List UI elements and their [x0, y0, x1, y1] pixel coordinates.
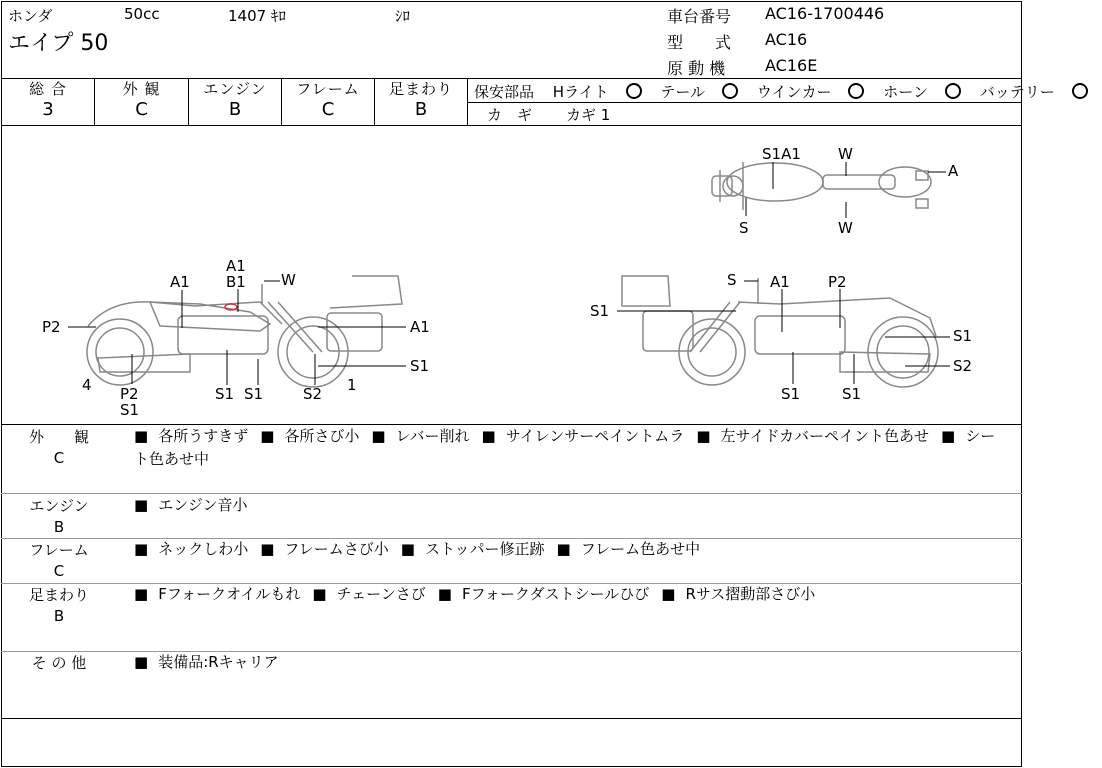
label-left-b1: B1 — [226, 273, 246, 291]
engine-value: AC16E — [765, 56, 818, 75]
grade-engine: エンジン B — [203, 80, 267, 120]
model-name: エイプ 50 — [8, 31, 109, 56]
damage-diagram — [0, 126, 1022, 424]
label-top-w-bottom: W — [838, 219, 853, 237]
label-left-s2: S2 — [303, 385, 323, 403]
note-cat-exterior: 外 観 C — [28, 428, 89, 467]
label-left-p2-bottom: P2 — [120, 385, 139, 403]
label-left-4: 4 — [82, 376, 92, 394]
color: ｼﾛ — [395, 7, 411, 25]
grade-frame: フレーム C — [296, 80, 360, 120]
frame-no: AC16-1700446 — [765, 4, 885, 23]
label-top-a: A — [948, 162, 959, 180]
label-right-s1-left: S1 — [590, 302, 610, 320]
label-right-a1: A1 — [770, 273, 790, 291]
label-left-a1-top: A1 — [226, 257, 246, 275]
label-top-s1a1: S1A1 — [762, 145, 801, 163]
note-cat-suspension: 足まわり B — [28, 586, 89, 625]
safety-parts — [474, 81, 1102, 102]
left-view-bike — [87, 276, 402, 387]
grade-total: 総 合 3 — [29, 80, 67, 120]
grade-exterior: 外 観 C — [122, 80, 161, 120]
label-left-s1b: S1 — [244, 385, 264, 403]
note-other: ■ 装備品:Rキャリア — [134, 651, 1009, 674]
note-engine: ■ エンジン音小 — [134, 494, 1009, 517]
label-left-s1a: S1 — [215, 385, 235, 403]
divider — [1, 78, 1022, 79]
label-right-s2: S2 — [953, 357, 973, 375]
key-label: カ ギ — [487, 106, 533, 124]
note-exterior: ■ 各所うすきず■ 各所さび小■ レバー削れ■ サイレンサーペイントムラ■ 左サイドカバーペイント色あせ■ シート色あせ中 — [134, 425, 1009, 471]
note-cat-frame: フレーム C — [29, 541, 89, 580]
ok-circle-icon — [626, 83, 642, 99]
grade-suspension: 足まわり B — [388, 80, 453, 120]
engine-label: 原 動 機 — [667, 59, 726, 78]
maker: ホンダ — [8, 7, 53, 25]
safety-winker: ウインカー — [757, 83, 865, 101]
safety-headlight: Hライト — [553, 83, 642, 101]
note-cat-other: そ の 他 — [31, 654, 87, 672]
label-left-p2: P2 — [42, 318, 61, 336]
frame-no-label: 車台番号 — [667, 7, 732, 26]
ok-circle-icon — [722, 83, 738, 99]
right-view-bike — [622, 276, 938, 387]
mileage: 1407 ｷﾛ — [228, 7, 286, 25]
label-right-s: S — [727, 271, 737, 289]
label-left-a1-right: A1 — [410, 318, 430, 336]
label-right-s1-right: S1 — [953, 327, 973, 345]
safety-battery: バッテリー — [980, 83, 1088, 101]
label-right-s1-bottom-b: S1 — [842, 385, 862, 403]
label-left-a1: A1 — [170, 273, 190, 291]
safety-label: 保安部品 — [474, 83, 535, 101]
ok-circle-icon — [1072, 83, 1088, 99]
label-left-1: 1 — [347, 376, 357, 394]
label-right-s1-bottom-a: S1 — [781, 385, 801, 403]
ok-circle-icon — [945, 83, 961, 99]
note-suspension: ■ Fフォークオイルもれ■ チェーンさび■ Fフォークダストシールひび■ Rサス摺動部さび小 — [134, 583, 1009, 606]
note-cat-engine: エンジン B — [29, 497, 89, 536]
type-value: AC16 — [765, 30, 808, 49]
label-left-s1-right: S1 — [410, 357, 430, 375]
label-left-s1-bottom: S1 — [120, 401, 140, 419]
type-label: 型 式 — [667, 33, 732, 52]
ok-circle-icon — [848, 83, 864, 99]
label-top-w: W — [838, 145, 853, 163]
note-frame: ■ ネックしわ小■ フレームさび小■ ストッパー修正跡■ フレーム色あせ中 — [134, 538, 1009, 561]
safety-horn: ホーン — [883, 83, 961, 101]
label-left-w: W — [281, 271, 296, 289]
displacement: 50cc — [124, 5, 160, 23]
label-top-s: S — [739, 219, 749, 237]
label-right-p2: P2 — [828, 273, 847, 291]
key-value: カギ 1 — [566, 106, 611, 124]
top-view-bike — [712, 162, 931, 210]
safety-tail: テール — [660, 83, 738, 101]
